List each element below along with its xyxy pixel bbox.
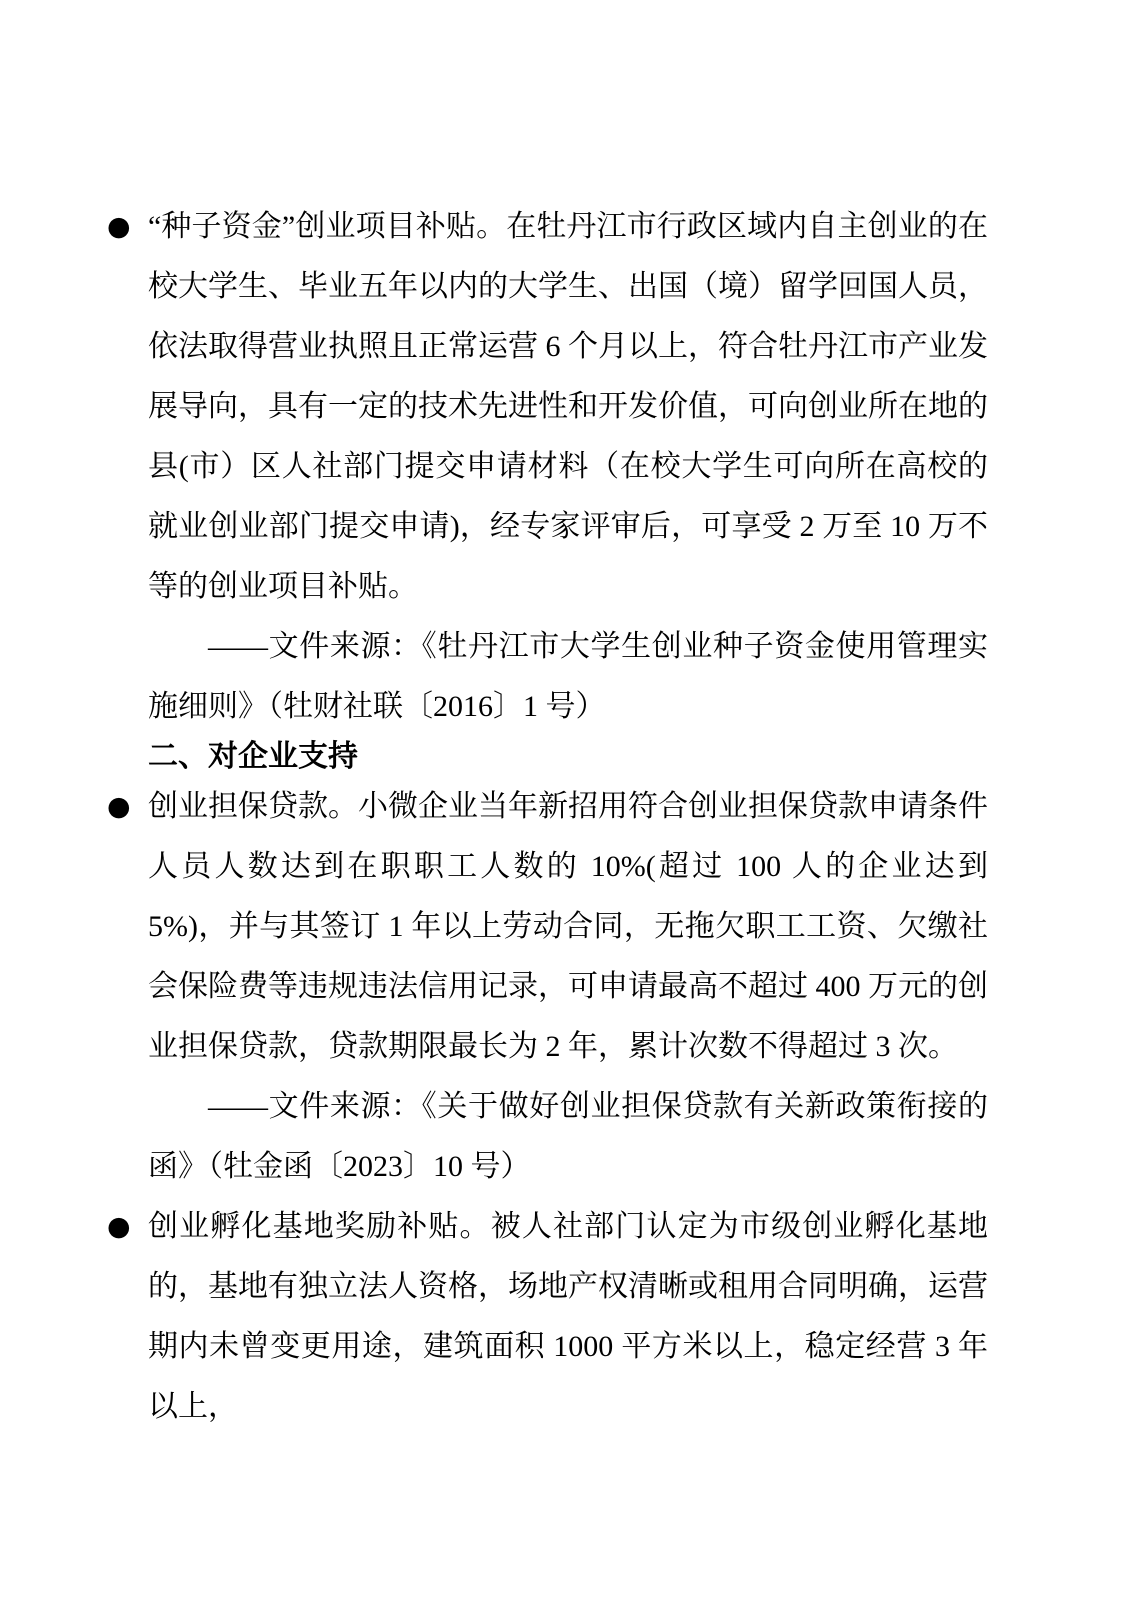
- section-heading-enterprise-support: 二、对企业支持: [148, 740, 358, 773]
- bullet-item-incubator-subsidy: [107, 1197, 988, 1437]
- source-citation-seed-fund: ——文件来源：《牡丹江市大学生创业种子资金使用管理实施细则》（牡财社联〔2016〕1 号）: [148, 630, 988, 723]
- source-citation-guarantee-loan: ——文件来源：《关于做好创业担保贷款有关新政策衔接的函》（牡金函〔2023〕10 号）: [148, 1090, 988, 1183]
- bullet-item-seed-fund-subsidy: [107, 197, 988, 617]
- paragraph-text: “种子资金”创业项目补贴。在牡丹江市行政区域内自主创业的在校大学生、毕业五年以内的大学生、出国（境）留学回国人员，依法取得营业执照且正常运营 6 个月以上，符合牡丹江市产业发展导向，具有一定的技术先进性和开发价值，可向创业所在地的县(市）区人社部门提交申请材料（在校大学生可向所在高校的就业创业部门提交申请)，经专家评审后，可享受 2 万至 10 万不等的创业项目补贴。: [148, 210, 988, 603]
- paragraph-text: 创业孵化基地奖励补贴。被人社部门认定为市级创业孵化基地的，基地有独立法人资格，场地产权清晰或租用合同明确，运营期内未曾变更用途，建筑面积 1000 平方米以上，稳定经营 3 年以上，: [148, 1210, 988, 1423]
- bullet-item-guarantee-loan: [107, 777, 988, 1077]
- bullet-icon: ●: [107, 791, 131, 822]
- paragraph-text: 创业担保贷款。小微企业当年新招用符合创业担保贷款申请条件人员人数达到在职职工人数的 10%(超过 100 人的企业达到 5%)，并与其签订 1 年以上劳动合同，无拖欠职工工资、欠缴社会保险费等违规违法信用记录，可申请最高不超过 400 万元的创业担保贷款，贷款期限最长为 2 年，累计次数不得超过 3 次。: [148, 790, 988, 1063]
- bullet-icon: ●: [107, 211, 131, 242]
- bullet-icon: ●: [107, 1211, 131, 1242]
- document-content: [107, 197, 988, 1437]
